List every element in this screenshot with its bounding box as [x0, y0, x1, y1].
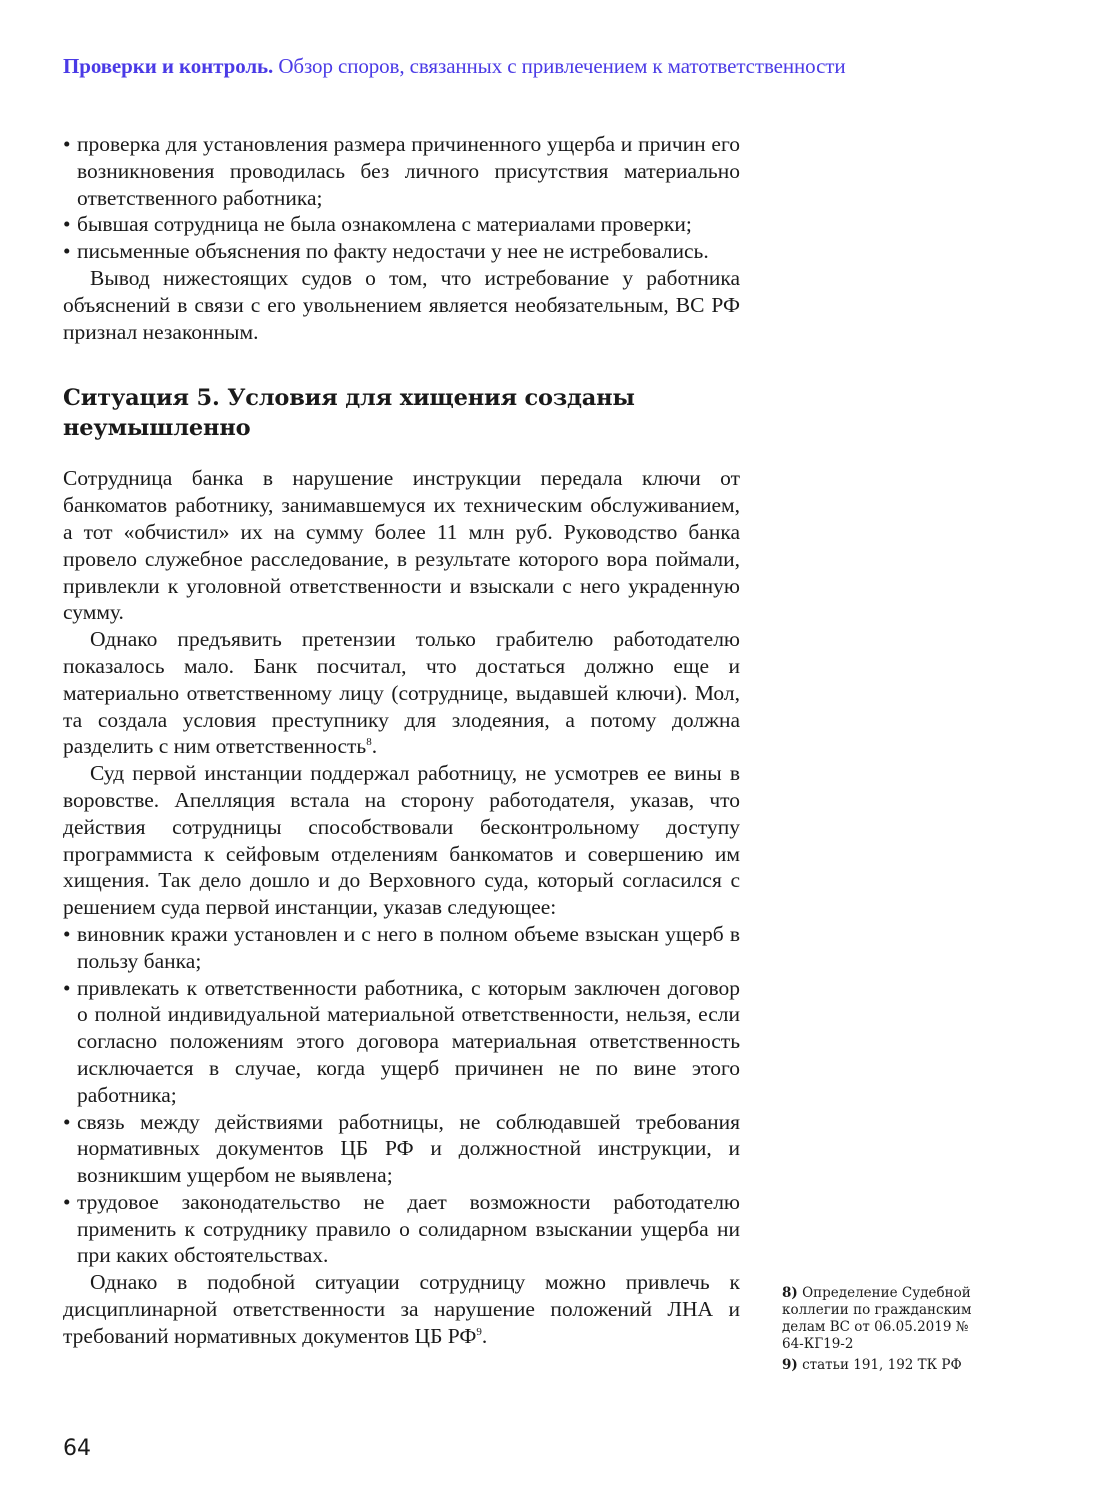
list-item: • привлекать к ответственности работника, с которым заключен договор о полной индивидуальной материальной ответственности, нельзя, если согласно положениям этого договора материальная ответственность исключается в случае, когда ущерб причинен не по вине этого работника; — [63, 975, 740, 1109]
paragraph-3: Суд первой инстанции поддержал работницу, не усмотрев ее вины в воровстве. Апелляция встала на сторону работодателя, указав, что действия сотрудницы способствовали бесконтрольному доступу программиста к сейфовым отделениям банкоматов и совершению им хищения. Так дело дошло и до Верховного суда, который согласился с решением суда первой инстанции, указав следующее: — [63, 761, 740, 920]
header-subtitle: Обзор споров, связанных с привлечением к матответственности — [278, 54, 846, 78]
footnotes — [782, 1285, 992, 1378]
footnote-text: статьи 191, 192 ТК РФ — [802, 1357, 962, 1373]
section-title: Ситуация 5. Условия для хищения созданы неумышленно — [63, 385, 635, 442]
court-findings-list — [63, 921, 740, 1269]
footnote-ref-9[interactable]: 9 — [476, 1325, 482, 1338]
paragraph-4-text: Однако в подобной ситуации сотрудницу можно привлечь к дисциплинарной ответственности за нарушение положений ЛНА и требований нормативных документов ЦБ РФ — [63, 1270, 740, 1348]
footnote-8 — [782, 1285, 992, 1353]
paragraph-2-end: . — [371, 734, 378, 759]
list-item: • письменные объяснения по факту недостачи у нее не истребовались. — [63, 238, 740, 265]
list-item: • виновник кражи установлен и с него в полном объеме взыскан ущерб в пользу банка; — [63, 921, 740, 975]
intro-conclusion: Вывод нижестоящих судов о том, что истребование у работника объяснений в связи с его увольнением является необязательным, ВС РФ признал незаконным. — [63, 265, 740, 344]
footnote-9 — [782, 1357, 992, 1374]
paragraph-4 — [63, 1269, 740, 1349]
page-number: 64 — [63, 1436, 91, 1461]
paragraph-2 — [63, 626, 740, 760]
running-header — [63, 54, 846, 79]
paragraph-4-end: . — [481, 1323, 488, 1348]
list-item: • трудовое законодательство не дает возможности работодателю применить к сотруднику правило о солидарном взыскании ущерба ни при каких обстоятельствах. — [63, 1189, 740, 1269]
paragraph-1: Сотрудница банка в нарушение инструкции передала ключи от банкоматов работнику, занимавшемуся их техническим обслуживанием, а тот «обчистил» их на сумму более 11 млн руб. Руководство банка провело служебное расследование, в результате которого вора поймали, привлекли к уголовной ответственности и взыскали с него украденную сумму. — [63, 466, 740, 625]
intro-bullet-list — [63, 131, 740, 265]
footnote-text: Определение Судебной коллегии по гражданским делам ВС от 06.05.2019 № 64-КГ19-2 — [782, 1285, 972, 1352]
header-section: Проверки и контроль. — [63, 54, 274, 78]
list-item: • проверка для установления размера причиненного ущерба и причин его возникновения проводилась без личного присутствия материально ответственного работника; — [63, 131, 740, 211]
list-item: • связь между действиями работницы, не соблюдавшей требования нормативных документов ЦБ РФ и должностной инструкции, и возникшим ущербом не выявлена; — [63, 1109, 740, 1189]
footnote-ref-8[interactable]: 8 — [366, 736, 372, 749]
footnote-number: 9) — [782, 1357, 798, 1373]
paragraph-2-text: Однако предъявить претензии только грабителю работодателю показалось мало. Банк посчитал, что достаться должно еще и материально ответственному лицу (сотруднице, выдавшей ключи). Мол, та создала условия преступнику для злодеяния, а потому должна разделить с ним ответственность — [63, 627, 740, 759]
main-column — [63, 131, 740, 1350]
footnote-number: 8) — [782, 1285, 798, 1301]
list-item: • бывшая сотрудница не была ознакомлена с материалами проверки; — [63, 211, 740, 238]
